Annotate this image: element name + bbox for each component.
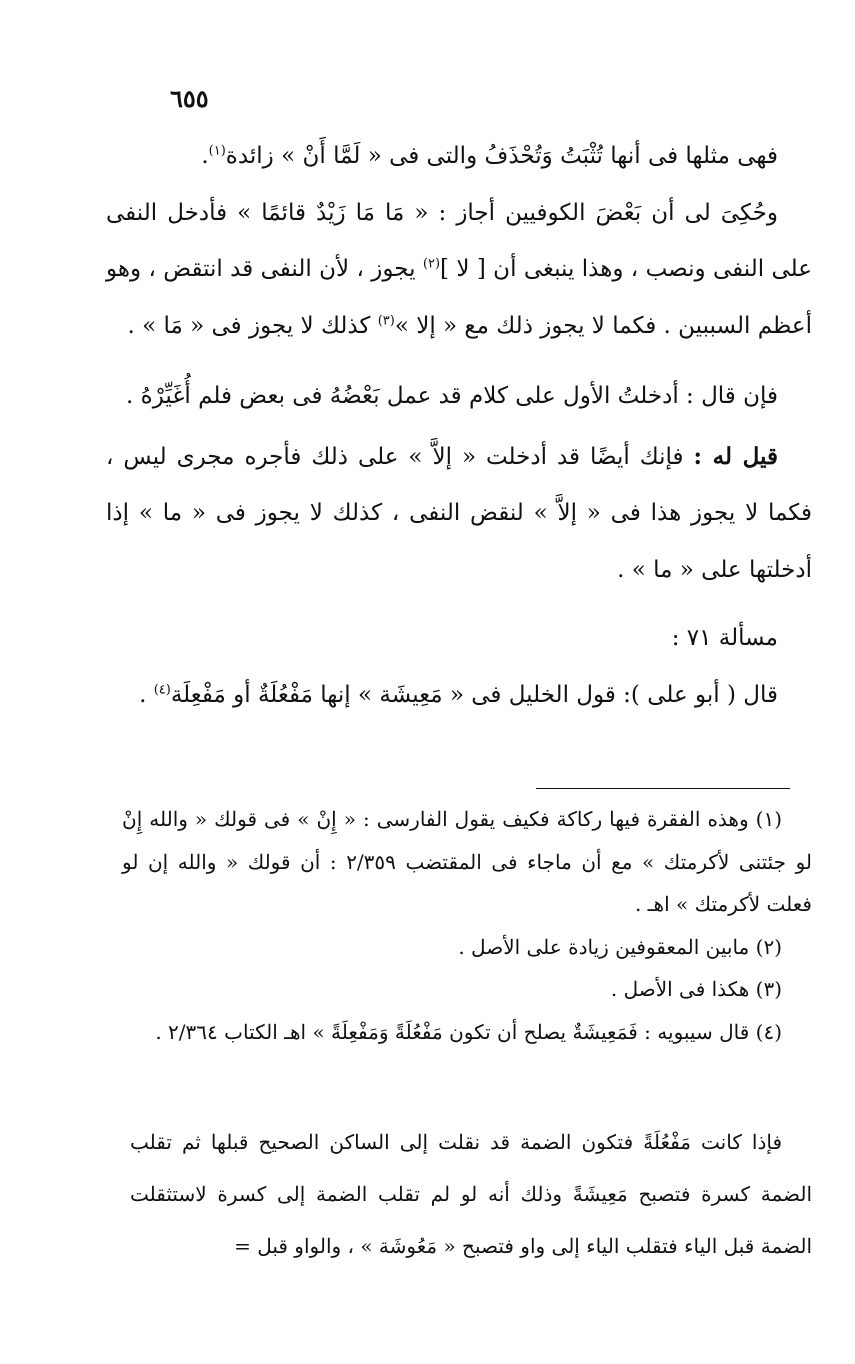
continuation-text xyxy=(130,1116,812,1272)
continuation-paragraph: فإذا كانت مَفْعُلَةً فتكون الضمة قد نقلت إلى الساكن الصحيح قبلها ثم تقلب الضمة كسرة فتصبح مَعِيشَةً وذلك أنه لو لم تقلب الضمة إلى كسرة لاستثقلت الضمة قبل الياء فتقلب الياء إلى واو فتصبح « مَعُوشَة » ، والواو قبل = xyxy=(130,1130,812,1258)
footnote-ref-3: (٣) xyxy=(377,312,395,328)
paragraph-2-text-a: وحُكِىَ لى أن بَعْضَ الكوفيين أجاز : « مَا مَا زَيْدٌ قائمًا » فأدخل النفى على النفى ونصب ، وهذا ينبغى أن [ لا ] xyxy=(106,199,812,282)
paragraph-5-end: . xyxy=(139,681,147,708)
paragraph-2-text-c: كذلك لا يجوز فى « مَا » . xyxy=(127,312,371,339)
paragraph-3: فإن قال : أدخلتُ الأول على كلام قد عمل بَعْضُهُ فى بعض فلم أُغَيِّرْهُ . xyxy=(126,383,778,409)
footnote-ref-4: (٤) xyxy=(153,681,171,697)
paragraph-1-text: فهى مثلها فى أنها تُثْبَتُ وَتُحْذَفُ والتى فى « لَمَّا أَنْ » زائدة xyxy=(225,143,778,169)
paragraph-1-end: . xyxy=(201,143,209,169)
footnote-3: (٣) هكذا فى الأصل . xyxy=(610,977,782,1001)
footnote-ref-1: (١) xyxy=(208,143,226,159)
footnote-4: (٤) قال سيبويه : فَمَعِيشَةٌ يصلح أن تكون مَفْعُلَةً وَمَفْعِلَةً » اهـ الكتاب ٢/٣٦٤ . xyxy=(155,1019,782,1044)
paragraph-1 xyxy=(106,128,812,185)
paragraph-2-text-b: يجوز ، لأن النفى قد انتقض ، وهو أعظم السببين . فكما لا يجوز ذلك مع « إلا » xyxy=(106,256,812,339)
section-heading: مسألة ٧١ : xyxy=(671,625,778,651)
footnote-separator xyxy=(536,788,790,789)
reply-label: قيل له : xyxy=(693,442,778,470)
paragraph-2 xyxy=(106,185,812,355)
page-number: ٦٥٥ xyxy=(170,84,209,113)
footnote-2: (٢) مابين المعقوفين زيادة على الأصل . xyxy=(458,934,782,959)
footnote-ref-2: (٢) xyxy=(422,256,441,272)
footnote-1: (١) وهذه الفقرة فيها ركاكة فكيف يقول الفارسى : « إِنْ » فى قولك « والله إِنْ لو جئتنى لأكرمتك » مع أن ماجاء فى المقتضب ٢/٣٥٩ : أن قولك « والله إن لو فعلت لأكرمتك » اهـ . xyxy=(122,807,812,916)
paragraph-5 xyxy=(106,667,812,724)
paragraph-4-text: فإنك أيضًا قد أدخلت « إلاَّ » على ذلك فأجره مجرى ليس ، فكما لا يجوز هذا فى « إلاَّ » لنقض النفى ، كذلك لا يجوز فى « ما » إذا أدخلتها على « ما » . xyxy=(106,443,812,583)
paragraph-4 xyxy=(106,429,812,599)
paragraph-5-text: قال ( أبو على ): قول الخليل فى « مَعِيشَة » إنها مَفْعُلَةٌ أو مَفْعِلَة xyxy=(170,681,778,708)
footnotes xyxy=(122,798,812,1053)
main-text xyxy=(106,128,812,723)
